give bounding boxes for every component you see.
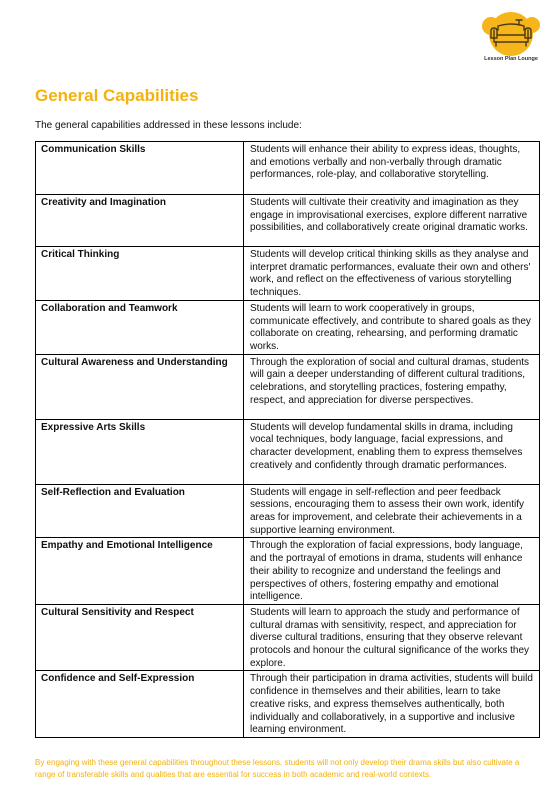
capability-name: Collaboration and Teamwork — [36, 300, 244, 354]
page-title: General Capabilities — [35, 86, 199, 105]
table-row — [36, 671, 540, 738]
capability-name: Creativity and Imagination — [36, 195, 244, 247]
table-row — [36, 300, 540, 354]
capability-description: Students will learn to approach the study and performance of cultural dramas with sensitivity, respect, and appreciation for diverse cultural traditions, ensuring that they observe relevant protocols and honour the cultural significance of the works they explore. — [244, 604, 540, 671]
capability-description: Students will learn to work cooperatively in groups, communicate effectively, and contribute to shared goals as they collaborate on creating, rehearsing, and performing dramatic works. — [244, 300, 540, 354]
table-row — [36, 604, 540, 671]
sofa-icon — [477, 12, 545, 58]
capabilities-table — [35, 141, 540, 738]
lesson-plan-lounge-logo — [477, 12, 545, 70]
footer-note: By engaging with these general capabilities throughout these lessons, students will not only develop their drama skills but also cultivate a range of transferable skills and qualities that are essential for success in both academic and real-world contexts. — [35, 758, 520, 779]
capability-name: Cultural Awareness and Understanding — [36, 354, 244, 419]
capability-name: Self-Reflection and Evaluation — [36, 484, 244, 538]
table-row — [36, 354, 540, 419]
capability-description: Students will develop critical thinking skills as they analyse and interpret dramatic performances, evaluate their own and others' work, and reflect on the effectiveness of various storytelling techniques. — [244, 247, 540, 301]
capability-description: Students will engage in self-reflection and peer feedback sessions, encouraging them to assess their own work, identify areas for improvement, and celebrate their achievements in a supportive learning environment. — [244, 484, 540, 538]
capabilities-table-body — [36, 142, 540, 738]
capability-name: Empathy and Emotional Intelligence — [36, 538, 244, 605]
table-row — [36, 419, 540, 484]
capability-description: Through the exploration of social and cultural dramas, students will gain a deeper understanding of different cultural traditions, celebrations, and storytelling practices, fostering empathy, respect, and appreciation for diverse perspectives. — [244, 354, 540, 419]
capability-description: Students will develop fundamental skills in drama, including vocal techniques, body language, facial expressions, and character development, enabling them to express themselves creatively and confidently through dramatic performances. — [244, 419, 540, 484]
capability-name: Confidence and Self-Expression — [36, 671, 244, 738]
capability-name: Expressive Arts Skills — [36, 419, 244, 484]
table-row — [36, 247, 540, 301]
table-row — [36, 142, 540, 195]
capability-description: Through their participation in drama activities, students will build confidence in themselves and their abilities, learn to take creative risks, and express themselves authentically, both individually and collaboratively, in a supportive and inclusive learning environment. — [244, 671, 540, 738]
table-row — [36, 484, 540, 538]
capability-name: Critical Thinking — [36, 247, 244, 301]
capability-name: Communication Skills — [36, 142, 244, 195]
capability-description: Through the exploration of facial expressions, body language, and the portrayal of emotions in drama, students will enhance their ability to recognize and understand the feelings and perspectives of others, fostering empathy and emotional intelligence. — [244, 538, 540, 605]
logo-text: Lesson Plan Lounge — [484, 56, 538, 62]
capability-name: Cultural Sensitivity and Respect — [36, 604, 244, 671]
table-row — [36, 538, 540, 605]
table-row — [36, 195, 540, 247]
intro-text: The general capabilities addressed in these lessons include: — [35, 120, 302, 131]
capability-description: Students will cultivate their creativity and imagination as they engage in improvisational exercises, explore different narrative possibilities, and collaboratively create original dramatic works. — [244, 195, 540, 247]
capability-description: Students will enhance their ability to express ideas, thoughts, and emotions verbally and non-verbally through dramatic performances, role-play, and collaborative storytelling. — [244, 142, 540, 195]
